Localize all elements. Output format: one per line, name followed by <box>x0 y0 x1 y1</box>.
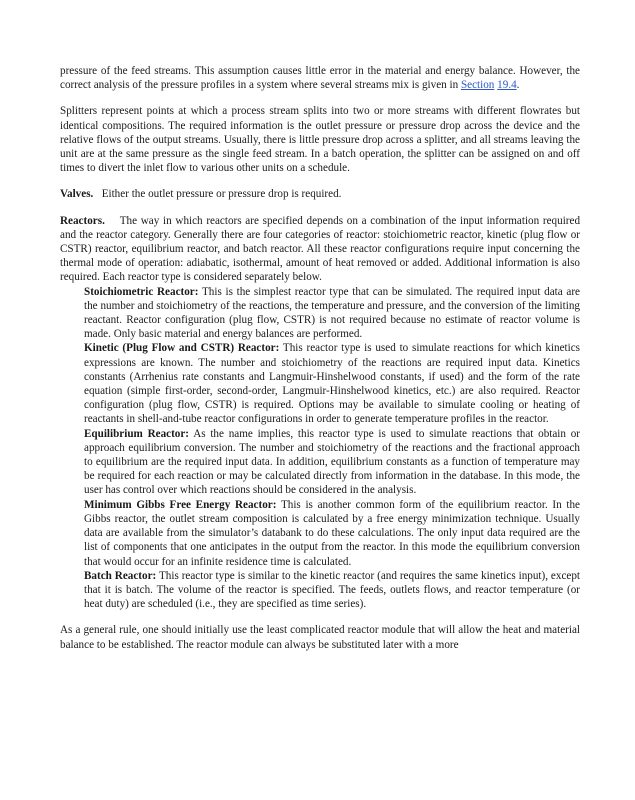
valves-text: Either the outlet pressure or pressure drop is required. <box>101 188 342 201</box>
paragraph-pressure <box>60 64 580 92</box>
paragraph-valves <box>60 187 580 201</box>
reactors-heading: Reactors. <box>60 214 105 227</box>
reactor-title: Equilibrium Reactor: <box>84 427 190 440</box>
reactor-stoichiometric <box>84 285 580 342</box>
section-number-link[interactable]: 19.4 <box>497 79 517 92</box>
section-link[interactable]: Section <box>460 79 495 92</box>
reactor-text: This is another common form of the equilibrium reactor. In the Gibbs reactor, the outlet stream composition is calculated by a free energy minimization technique. Usually data are available from the simulator’s databank to do these calculations. The only input data required are the list of components that one anticipates in the output from the reactor. In this mode the equilibrium conversion that would occur for an infinite residence time is calculated. <box>84 498 580 568</box>
reactor-text: This reactor type is similar to the kinetic reactor (and requires the same kinetics input), except that it is batch. The volume of the reactor is specified. The feeds, outlets flows, and reactor temperature (or heat duty) are scheduled (i.e., they are specified as time series). <box>84 569 580 611</box>
reactor-equilibrium <box>84 427 580 498</box>
reactor-title: Stoichiometric Reactor: <box>84 285 199 298</box>
reactor-title: Kinetic (Plug Flow and CSTR) Reactor: <box>84 342 280 355</box>
paragraph-splitters: Splitters represent points at which a process stream splits into two or more streams with different flowrates but identical compositions. The required information is the outlet pressure or pressure drop across the device and the relative flows of the output streams. Usually, there is little pressure drop across a splitter, and all streams leaving the unit are at the same pressure as the single feed stream. In a batch operation, the splitter can be assigned on and off times to divert the inlet flow to various other units on a schedule. <box>60 105 580 175</box>
reactors-text: The way in which reactors are specified depends on a combination of the input information required and the reactor category. Generally there are four categories of reactor: stoichiometric reactor, kinetic (plug flow or CSTR) reactor, equilibrium reactor, and batch reactor. All these reactor configurations require input concerning the thermal mode of operation: adiabatic, isothermal, amount of heat removed or added. Additional information is also required. Each reactor type is considered separately below. <box>60 214 581 284</box>
document-page <box>60 64 580 652</box>
pressure-text: pressure of the feed streams. This assumption causes little error in the material and energy balance. However, the correct analysis of the pressure profiles in a system where several streams mix is given in <box>60 65 580 92</box>
reactor-title: Minimum Gibbs Free Energy Reactor: <box>84 498 277 511</box>
reactor-text: As the name implies, this reactor type is used to simulate reactions that obtain or approach equilibrium conversion. The number and stoichiometry of the reactions and the fractional approach to equilibrium are the required input data. In addition, equilibrium constants as a function of temperature may be required for each reaction or may be calculated directly from information in the database. In this mode, the user has control over which reactions should be considered in the analysis. <box>84 427 581 497</box>
reactor-batch <box>84 569 580 612</box>
valves-heading: Valves. <box>60 188 94 201</box>
reactor-text: This reactor type is used to simulate reactions for which kinetics expressions are known. The number and stoichiometry of the reactions are required input data. Kinetics constants (Arrhenius rate constants and Langmuir-Hinshelwood constants, if used) and the form of the rate equation (simple first-order, second-order, Langmuir-Hinshelwood kinetics, etc.) are also required. Reactor configuration (plug flow, CSTR) is required. Options may be available to simulate cooling or heating of reactants in shell-and-tube reactor configurations in order to generate temperature profiles in the reactor. <box>84 342 580 426</box>
reactor-title: Batch Reactor: <box>84 569 157 582</box>
pressure-text-end: . <box>516 79 520 92</box>
reactor-text: This is the simplest reactor type that can be simulated. The required input data are the number and stoichiometry of the reactions, the temperature and pressure, and the conversion of the limiting reactant. Reactor configuration (plug flow, CSTR) is not required because no estimate of reactor volume is made. Only basic material and energy balances are performed. <box>84 285 580 341</box>
reactor-gibbs <box>84 498 580 569</box>
paragraph-general-rule: As a general rule, one should initially use the least complicated reactor module that will allow the heat and material balance to be established. The reactor module can always be substituted later with a more <box>60 624 580 651</box>
reactor-kinetic <box>84 341 580 426</box>
paragraph-reactors <box>60 214 580 285</box>
